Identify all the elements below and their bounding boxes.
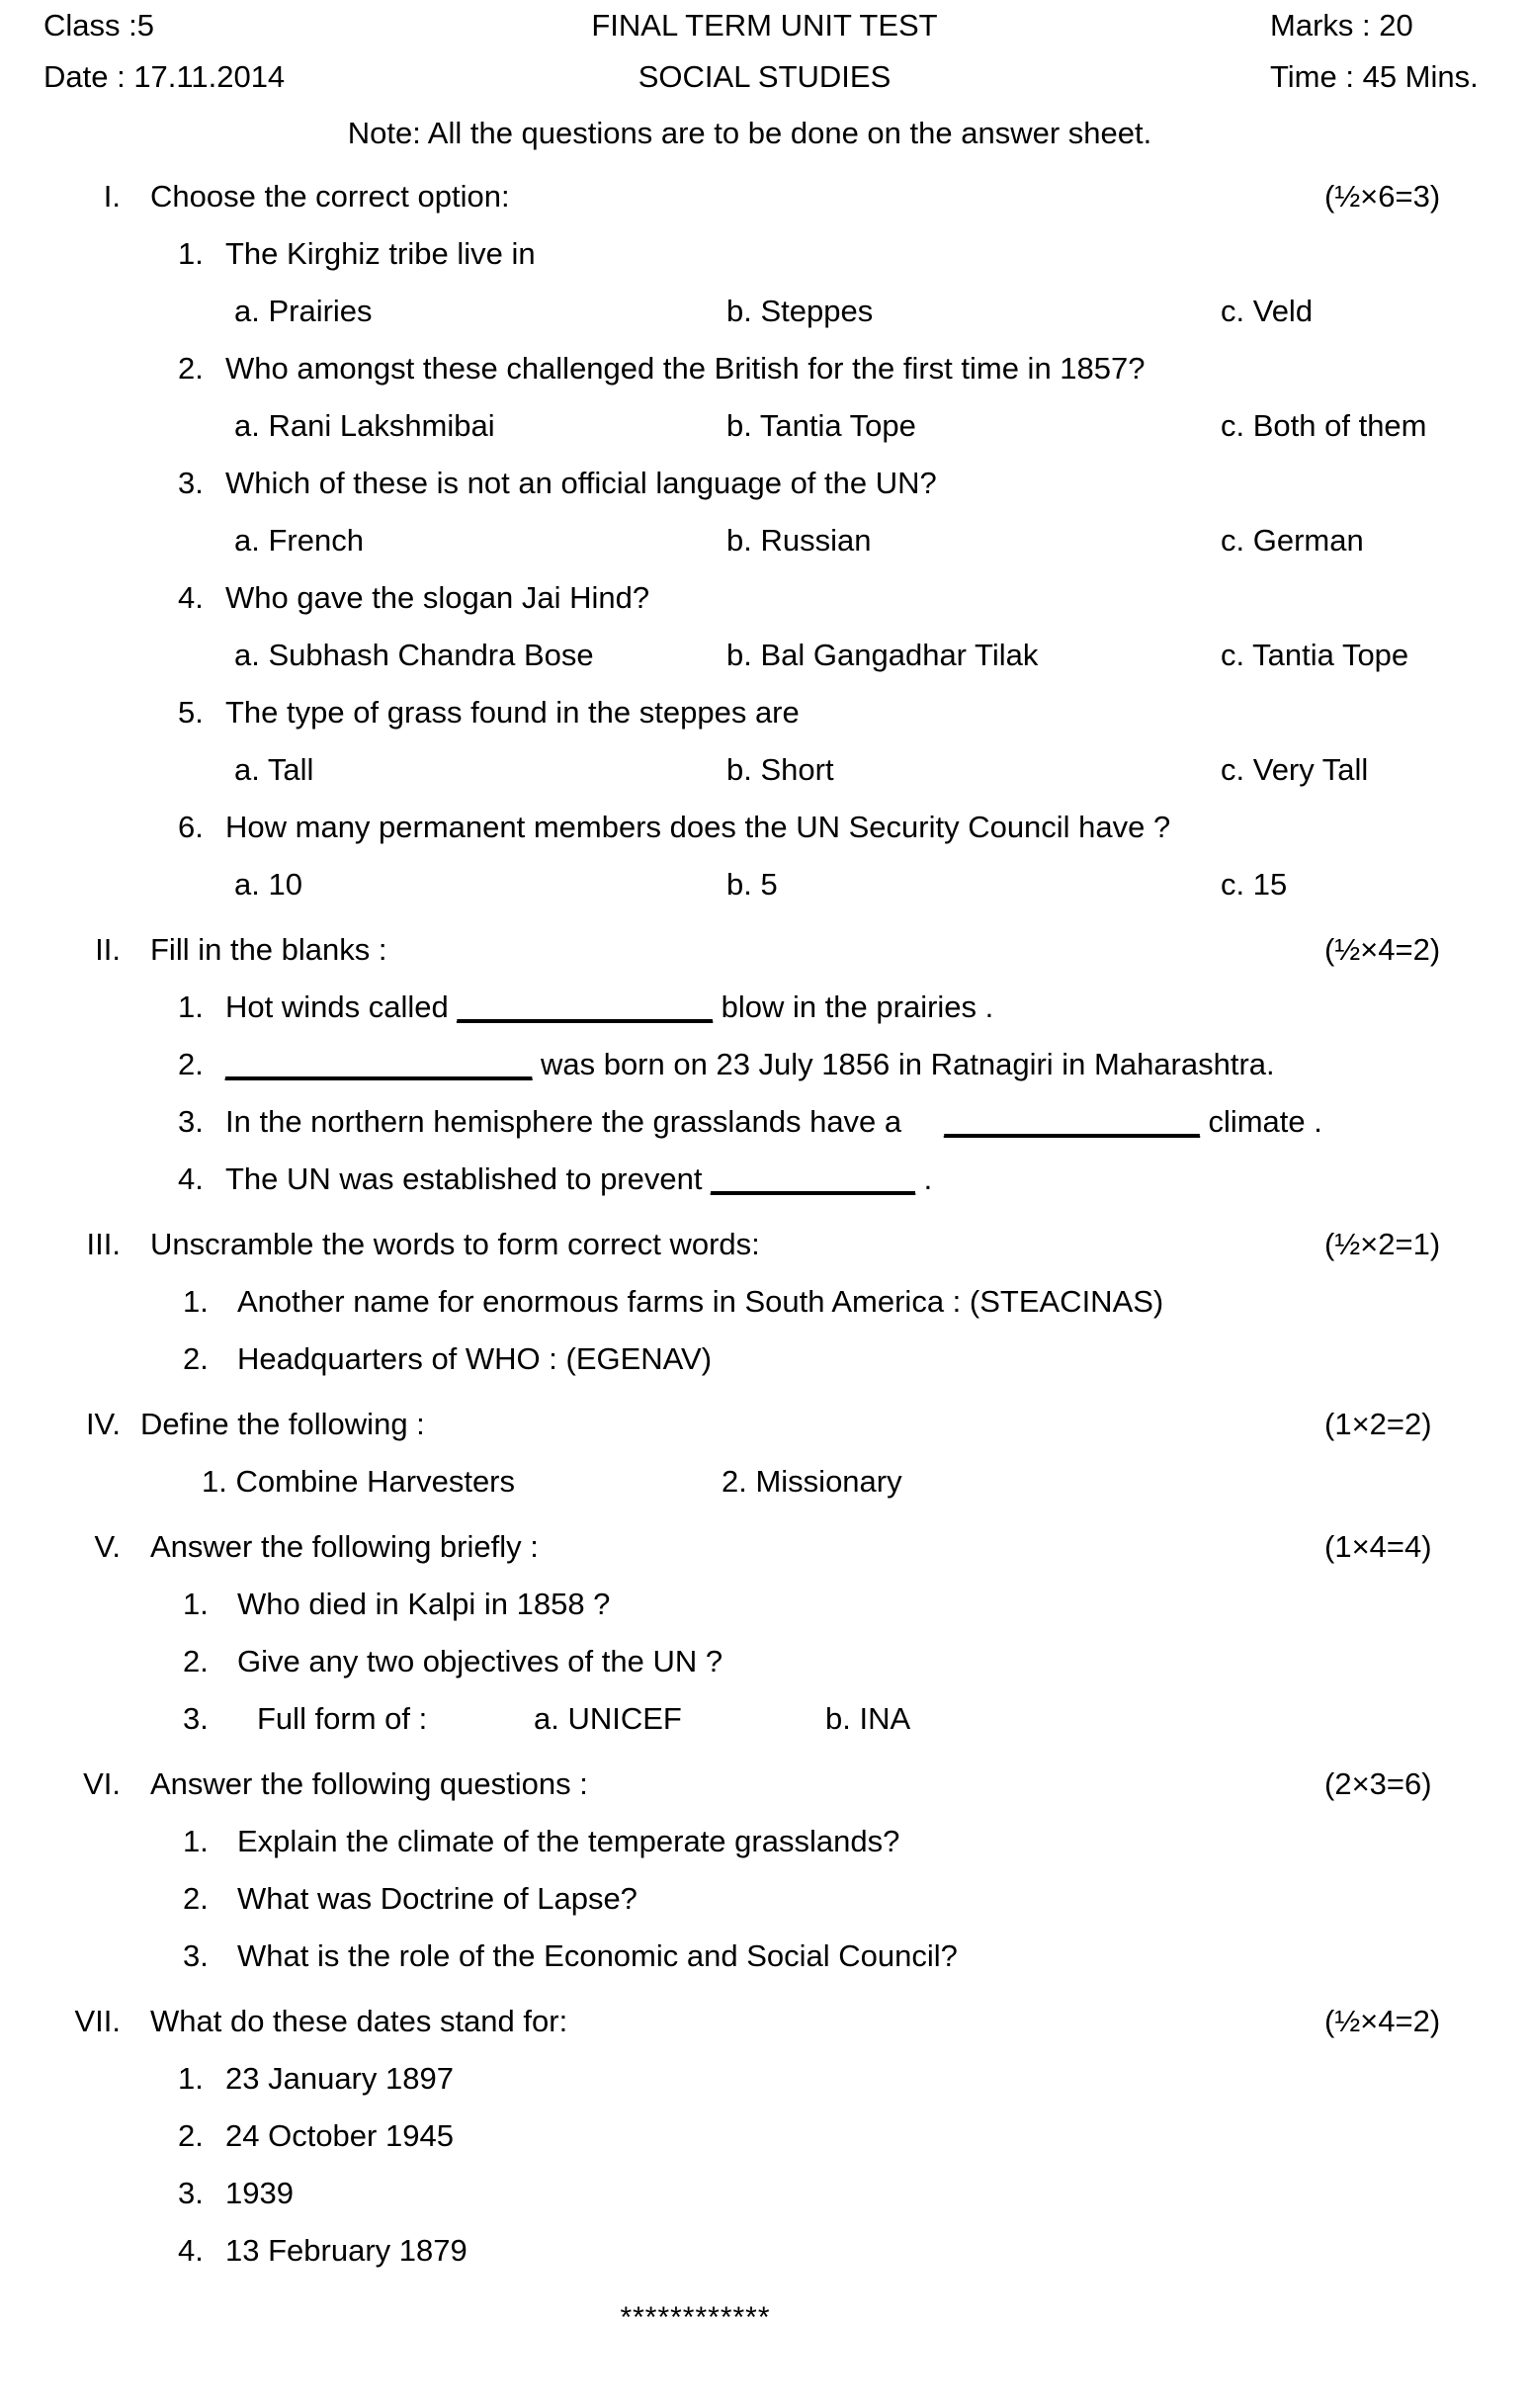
section-ii-marks: (½×4=2) xyxy=(1324,932,1441,967)
question-text: 13 February 1879 xyxy=(225,2233,467,2268)
question-text: Who gave the slogan Jai Hind? xyxy=(225,580,650,615)
section-vii xyxy=(0,1993,1529,2279)
question-text: How many permanent members does the UN Security Council have ? xyxy=(225,810,1171,844)
question-number: 3. xyxy=(178,1104,204,1139)
question-number: 2. xyxy=(178,1047,204,1081)
blank-text-before: Hot winds called xyxy=(225,989,458,1024)
section-vii-number: VII. xyxy=(74,2004,121,2038)
question-text: Who amongst these challenged the British for the first time in 1857? xyxy=(225,351,1146,386)
options-i-6 xyxy=(0,856,1529,913)
date-item-2 xyxy=(0,2107,1529,2165)
header-row-1 xyxy=(0,0,1529,51)
section-iv-heading xyxy=(0,1396,1529,1453)
question-text: Give any two objectives of the UN ? xyxy=(237,1644,723,1678)
blank-text-after: . xyxy=(914,1161,933,1196)
question-number: 4. xyxy=(178,580,204,615)
time-label: Time : 45 Mins. xyxy=(1270,59,1479,94)
section-v-title: Answer the following briefly : xyxy=(150,1529,539,1564)
option-c[interactable]: c. Tantia Tope xyxy=(1221,638,1409,672)
question-number: 3. xyxy=(178,2176,204,2210)
section-i xyxy=(0,168,1529,913)
section-v-marks: (1×4=4) xyxy=(1324,1529,1432,1564)
question-text: Headquarters of WHO : (EGENAV) xyxy=(237,1341,713,1376)
section-v-number: V. xyxy=(94,1529,121,1564)
blank-text-before: In the northern hemisphere the grasslands have a xyxy=(225,1104,945,1139)
date-item-3 xyxy=(0,2165,1529,2222)
option-a[interactable]: a. Prairies xyxy=(234,294,373,328)
answer-blank[interactable]: __________________ xyxy=(225,1047,533,1081)
fill-blank-2 xyxy=(0,1036,1529,1093)
section-vi-title: Answer the following questions : xyxy=(150,1766,588,1801)
section-vii-heading xyxy=(0,1993,1529,2050)
question-text: What is the role of the Economic and Social Council? xyxy=(237,1938,958,1973)
section-ii xyxy=(0,921,1529,1208)
options-i-3 xyxy=(0,512,1529,569)
option-c[interactable]: c. Very Tall xyxy=(1221,752,1369,787)
brief-question-1 xyxy=(0,1576,1529,1633)
options-i-2 xyxy=(0,397,1529,455)
question-number: 6. xyxy=(178,810,204,844)
question-text: The Kirghiz tribe live in xyxy=(225,236,536,271)
fill-blank-3 xyxy=(0,1093,1529,1151)
instruction-note: Note: All the questions are to be done on the answer sheet. xyxy=(347,116,1152,150)
question-i-6 xyxy=(0,799,1529,856)
question-number: 1. xyxy=(183,1587,209,1621)
question-i-3 xyxy=(0,455,1529,512)
question-text: Another name for enormous farms in South America : (STEACINAS) xyxy=(237,1284,1164,1319)
question-text: Who died in Kalpi in 1858 ? xyxy=(237,1587,611,1621)
question-text: Which of these is not an official language of the UN? xyxy=(225,466,937,500)
question-number: 1. xyxy=(183,1284,209,1319)
section-iii-number: III. xyxy=(86,1227,121,1261)
blank-text-before: The UN was established to prevent xyxy=(225,1161,712,1196)
class-label: Class :5 xyxy=(43,8,154,43)
option-a[interactable]: a. Subhash Chandra Bose xyxy=(234,638,594,672)
section-ii-number: II. xyxy=(95,932,121,967)
question-text: 23 January 1897 xyxy=(225,2061,454,2096)
date-item-4 xyxy=(0,2222,1529,2279)
section-iii-heading xyxy=(0,1216,1529,1273)
section-v xyxy=(0,1518,1529,1748)
define-item-2: 2. Missionary xyxy=(722,1464,902,1499)
define-item-1: 1. Combine Harvesters xyxy=(202,1464,516,1499)
options-i-4 xyxy=(0,627,1529,684)
header-row-2 xyxy=(0,51,1529,103)
long-question-3 xyxy=(0,1928,1529,1985)
option-a[interactable]: a. Tall xyxy=(234,752,314,787)
question-number: 2. xyxy=(178,2118,204,2153)
section-vii-title: What do these dates stand for: xyxy=(150,2004,568,2038)
option-a[interactable]: a. Rani Lakshmibai xyxy=(234,408,495,443)
question-number: 4. xyxy=(178,2233,204,2268)
fill-blank-1 xyxy=(0,979,1529,1036)
full-form-question xyxy=(0,1690,1529,1748)
footer-star-divider: ************ xyxy=(620,2301,771,2334)
question-number: 1. xyxy=(183,1824,209,1858)
option-a[interactable]: a. 10 xyxy=(234,867,302,902)
question-number: 2. xyxy=(183,1341,209,1376)
section-iv xyxy=(0,1396,1529,1510)
question-number: 4. xyxy=(178,1161,204,1196)
unscramble-item-2 xyxy=(0,1331,1529,1388)
section-vi-marks: (2×3=6) xyxy=(1324,1766,1432,1801)
question-number: 5. xyxy=(178,695,204,730)
full-form-option-a: a. UNICEF xyxy=(534,1701,682,1736)
exam-title: FINAL TERM UNIT TEST xyxy=(591,8,938,43)
section-vii-marks: (½×4=2) xyxy=(1324,2004,1441,2038)
question-i-5 xyxy=(0,684,1529,741)
option-b[interactable]: b. Russian xyxy=(726,523,872,558)
section-iii-title: Unscramble the words to form correct words: xyxy=(150,1227,760,1261)
fill-blank-4 xyxy=(0,1151,1529,1208)
option-c[interactable]: c. Both of them xyxy=(1221,408,1427,443)
option-b[interactable]: b. Short xyxy=(726,752,834,787)
section-iii xyxy=(0,1216,1529,1388)
answer-blank[interactable]: ____________ xyxy=(711,1161,915,1196)
question-text: 1939 xyxy=(225,2176,294,2210)
option-c[interactable]: c. Veld xyxy=(1221,294,1314,328)
full-form-option-b: b. INA xyxy=(825,1701,911,1736)
question-text: 24 October 1945 xyxy=(225,2118,454,2153)
blank-text-after: was born on 23 July 1856 in Ratnagiri in Maharashtra. xyxy=(532,1047,1275,1081)
section-v-heading xyxy=(0,1518,1529,1576)
date-item-1 xyxy=(0,2050,1529,2107)
long-question-2 xyxy=(0,1870,1529,1928)
answer-blank[interactable]: _______________ xyxy=(944,1104,1200,1139)
section-i-title: Choose the correct option: xyxy=(150,179,510,214)
question-i-2 xyxy=(0,340,1529,397)
full-form-label: Full form of : xyxy=(257,1701,428,1736)
question-i-1 xyxy=(0,225,1529,283)
question-text: The type of grass found in the steppes are xyxy=(225,695,800,730)
blank-text-after: blow in the prairies . xyxy=(712,989,994,1024)
section-iv-marks: (1×2=2) xyxy=(1324,1407,1432,1441)
question-number: 2. xyxy=(183,1644,209,1678)
section-iv-number: IV. xyxy=(85,1407,121,1441)
blank-text-after: climate . xyxy=(1199,1104,1322,1139)
date-label: Date : 17.11.2014 xyxy=(43,59,286,94)
section-ii-title: Fill in the blanks : xyxy=(150,932,387,967)
unscramble-item-1 xyxy=(0,1273,1529,1331)
options-i-5 xyxy=(0,741,1529,799)
option-c[interactable]: c. German xyxy=(1221,523,1364,558)
option-b[interactable]: b. Tantia Tope xyxy=(726,408,916,443)
brief-question-2 xyxy=(0,1633,1529,1690)
question-text: Explain the climate of the temperate grasslands? xyxy=(237,1824,900,1858)
question-number: 1. xyxy=(178,989,204,1024)
question-text: What was Doctrine of Lapse? xyxy=(237,1881,637,1916)
question-number: 3. xyxy=(183,1938,209,1973)
option-b[interactable]: b. 5 xyxy=(726,867,778,902)
section-vi xyxy=(0,1756,1529,1985)
fill-blank-line xyxy=(225,1036,1275,1093)
subject-label: SOCIAL STUDIES xyxy=(637,59,892,94)
fill-blank-line xyxy=(225,1093,1322,1151)
section-vi-number: VI. xyxy=(83,1766,121,1801)
question-number: 2. xyxy=(178,351,204,386)
section-ii-heading xyxy=(0,921,1529,979)
question-number: 1. xyxy=(178,2061,204,2096)
define-items-row xyxy=(0,1453,1529,1510)
section-i-marks: (½×6=3) xyxy=(1324,179,1441,214)
fill-blank-line xyxy=(225,979,993,1036)
question-number: 2. xyxy=(183,1881,209,1916)
long-question-1 xyxy=(0,1813,1529,1870)
option-a[interactable]: a. French xyxy=(234,523,364,558)
answer-blank[interactable]: _______________ xyxy=(457,989,713,1024)
option-c[interactable]: c. 15 xyxy=(1221,867,1288,902)
section-i-heading xyxy=(0,168,1529,225)
question-i-4 xyxy=(0,569,1529,627)
section-vi-heading xyxy=(0,1756,1529,1813)
option-b[interactable]: b. Bal Gangadhar Tilak xyxy=(726,638,1039,672)
section-iii-marks: (½×2=1) xyxy=(1324,1227,1441,1261)
question-number: 1. xyxy=(178,236,204,271)
total-marks-label: Marks : 20 xyxy=(1270,8,1413,43)
options-i-1 xyxy=(0,283,1529,340)
question-number: 3. xyxy=(183,1701,209,1736)
section-iv-title: Define the following : xyxy=(140,1407,425,1441)
fill-blank-line xyxy=(225,1151,932,1208)
section-i-number: I. xyxy=(103,179,121,214)
question-number: 3. xyxy=(178,466,204,500)
option-b[interactable]: b. Steppes xyxy=(726,294,874,328)
